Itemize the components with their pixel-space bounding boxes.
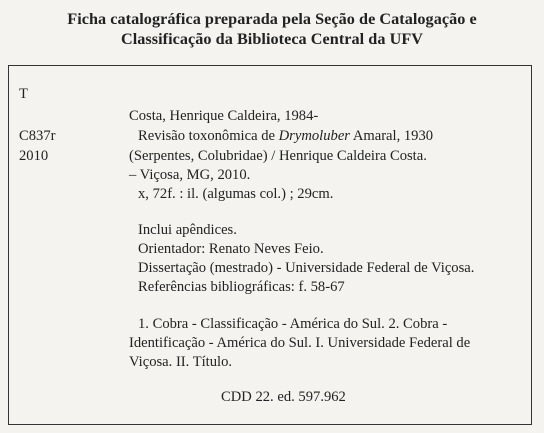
card-note-3: Dissertação (mestrado) - Universidade Federal de Viçosa. (138, 260, 475, 276)
catalog-header (0, 9, 544, 49)
card-cdd: CDD 22. ed. 597.962 (221, 389, 346, 405)
card-title (138, 128, 433, 144)
card-call-number: C837r (19, 128, 56, 144)
card-imprint: – Viçosa, MG, 2010. (129, 167, 251, 183)
card-prefix: T (19, 86, 28, 102)
card-note-1: Inclui apêndices. (138, 222, 237, 238)
card-title-post: Amaral, 1930 (349, 128, 434, 144)
card-note-4: Referências bibliográficas: f. 58-67 (138, 279, 345, 295)
header-line-2: Classificação da Biblioteca Central da UFV (121, 30, 423, 48)
card-subject-1: 1. Cobra - Classificação - América do Sul. 2. Cobra - (138, 316, 448, 332)
card-title-pre: Revisão toxonômica de (138, 128, 279, 144)
card-year: 2010 (19, 148, 49, 164)
header-line-1: Ficha catalográfica preparada pela Seção de Catalogação e (67, 10, 477, 28)
catalog-card (8, 65, 532, 425)
card-note-2: Orientador: Renato Neves Feio. (138, 241, 324, 257)
card-subject-3: Viçosa. II. Título. (129, 354, 233, 370)
card-title-line-2: (Serpentes, Colubridae) / Henrique Caldeira Costa. (129, 148, 427, 164)
card-author: Costa, Henrique Caldeira, 1984- (129, 108, 319, 124)
card-physical: x, 72f. : il. (algumas col.) ; 29cm. (138, 186, 334, 202)
card-title-italic: Drymoluber (278, 128, 350, 144)
card-subject-2: Identificação - América do Sul. I. Universidade Federal de (129, 335, 471, 351)
